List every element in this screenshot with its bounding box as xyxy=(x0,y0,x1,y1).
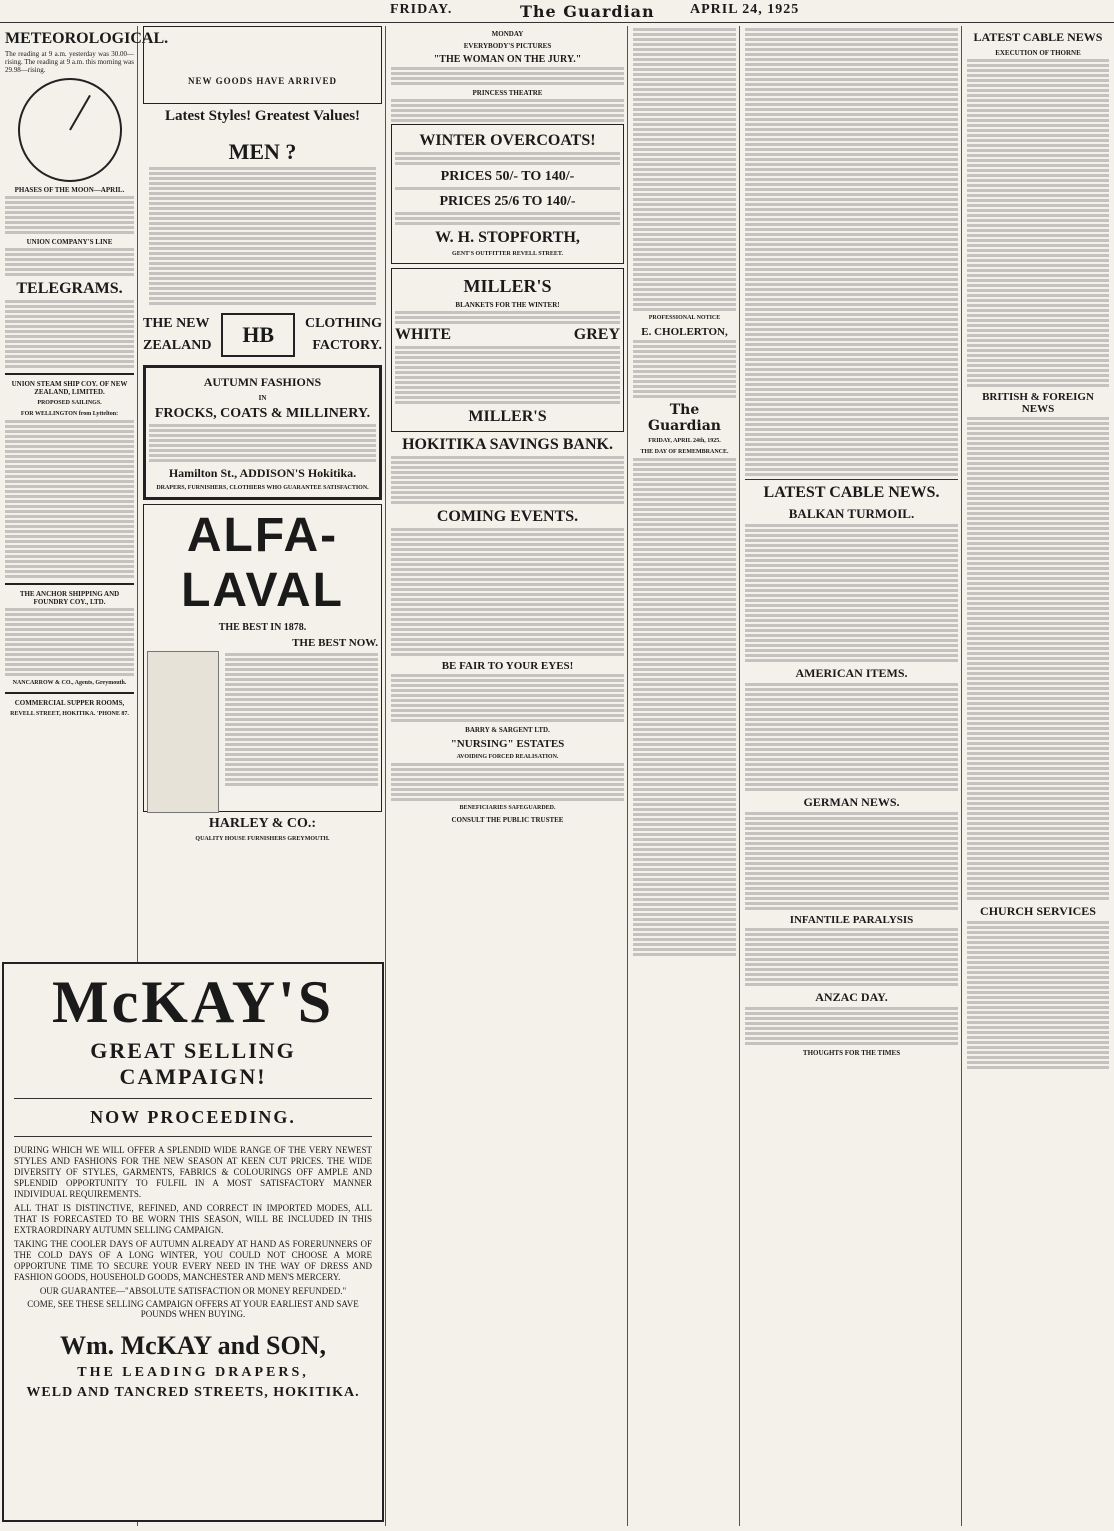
mckay-body-1: DURING WHICH WE WILL OFFER A SPLENDID WIDE RANGE OF THE VERY NEWEST STYLES AND FASHIONS FOR THE NEW SEASON AT KEEN CUT PRICES. THE WIDE DIVERSITY OF STYLES, GARMENTS, FABRICS & COLOURINGS OFF AMPLE AND SPLENDID OPPORTUNITY TO FULFIL IN A MOST SATISFACTORY MANNER INDIVIDUAL REQUIREMENTS. xyxy=(14,1145,372,1199)
hb-clothing-ad xyxy=(143,313,382,357)
stopforth-sub: GENT'S OUTFITTER REVELL STREET. xyxy=(452,251,563,257)
mckay-campaign: GREAT SELLING CAMPAIGN! xyxy=(90,1038,296,1089)
best-now: THE BEST NOW. xyxy=(292,637,378,649)
millers-ad xyxy=(391,268,624,432)
barry-sargent: BARRY & SARGENT LTD. xyxy=(465,726,550,734)
text-block xyxy=(745,812,958,910)
text-block xyxy=(967,417,1109,900)
text-block xyxy=(745,683,958,791)
mckay-drapers: THE LEADING DRAPERS, xyxy=(77,1365,309,1380)
column-3 xyxy=(388,26,628,1526)
text-block xyxy=(633,28,736,311)
anchor-heading: THE ANCHOR SHIPPING AND FOUNDRY COY., LTD. xyxy=(19,590,120,606)
text-block xyxy=(395,311,620,324)
thorne-heading: EXECUTION OF THORNE xyxy=(995,49,1081,57)
moon-phases-heading: PHASES OF THE MOON—APRIL. xyxy=(14,186,125,194)
addison-sub: DRAPERS, FURNISHERS, CLOTHIERS WHO GUARANTEE SATISFACTION. xyxy=(156,485,369,491)
new-goods-banner xyxy=(143,26,382,104)
avoiding-realisation: AVOIDING FORCED REALISATION. xyxy=(456,754,559,760)
wellington-sailings: FOR WELLINGTON from Lyttelton: xyxy=(20,411,119,417)
mckay-come: COME, SEE THESE SELLING CAMPAIGN OFFERS AT YOUR EARLIEST AND SAVE POUNDS WHEN BUYING. xyxy=(27,1299,359,1319)
british-foreign-heading: BRITISH & FOREIGN NEWS xyxy=(982,391,1094,415)
winter-overcoats: WINTER OVERCOATS! xyxy=(419,132,596,149)
text-block xyxy=(225,651,378,813)
millers-title: MILLER'S xyxy=(463,276,552,296)
text-block xyxy=(745,524,958,662)
masthead-date: APRIL 24, 1925 xyxy=(690,2,800,17)
hb-logo: HB xyxy=(221,313,295,357)
masthead xyxy=(0,0,1114,23)
fair-eyes: BE FAIR TO YOUR EYES! xyxy=(441,660,574,672)
new-goods-text: NEW GOODS HAVE ARRIVED xyxy=(188,76,337,86)
autumn-in: IN xyxy=(258,394,267,402)
everybodys-pictures: EVERYBODY'S PICTURES xyxy=(463,42,552,50)
hb-clothing: CLOTHING xyxy=(304,316,382,331)
millers-blankets: BLANKETS FOR THE WINTER! xyxy=(455,301,560,309)
monday-label: MONDAY xyxy=(491,30,524,38)
steamship-heading: UNION STEAM SHIP COY. OF NEW ZEALAND, LIMITED. xyxy=(11,380,128,396)
paralysis-heading: INFANTILE PARALYSIS xyxy=(789,914,914,926)
american-heading: AMERICAN ITEMS. xyxy=(795,666,908,680)
german-heading: GERMAN NEWS. xyxy=(803,795,900,809)
prices-one: PRICES 50/- TO 140/- xyxy=(440,169,575,184)
guardian-date: FRIDAY, APRIL 24th, 1925. xyxy=(648,438,721,444)
cable-news-heading: LATEST CABLE NEWS. xyxy=(763,484,940,501)
text-block xyxy=(745,1007,958,1045)
mckay-advertisement xyxy=(2,962,384,1522)
proposed-sailings: PROPOSED SAILINGS. xyxy=(37,400,102,406)
telegrams-heading: TELEGRAMS. xyxy=(16,280,123,297)
supper-rooms-heading: COMMERCIAL SUPPER ROOMS, xyxy=(14,699,125,707)
separator-illustration xyxy=(147,651,219,813)
mckay-title: McKAY'S xyxy=(51,969,335,1035)
nursing-estates: "NURSING" ESTATES xyxy=(450,738,565,750)
text-block xyxy=(633,340,736,398)
woman-on-jury: "THE WOMAN ON THE JURY." xyxy=(433,54,582,65)
stopforth-name: W. H. STOPFORTH, xyxy=(435,229,580,246)
professional-notice: PROFESSIONAL NOTICE xyxy=(648,315,721,321)
text-block xyxy=(149,424,376,462)
column-5 xyxy=(742,26,962,1526)
meteorological-text: The reading at 9 a.m. yesterday was 30.00—rising. The reading at 9 a.m. this morning was 29.98—rising. xyxy=(5,50,134,74)
mckay-name: Wm. McKAY and SON, xyxy=(59,1331,327,1360)
hb-zealand: ZEALAND xyxy=(143,338,212,353)
text-block xyxy=(5,420,134,578)
millers-bottom: MILLER'S xyxy=(468,408,547,425)
mckay-guarantee: OUR GUARANTEE—"ABSOLUTE SATISFACTION OR MONEY REFUNDED." xyxy=(39,1286,347,1296)
masthead-day: FRIDAY. xyxy=(390,2,453,17)
anzac-heading: ANZAC DAY. xyxy=(815,990,888,1004)
grey-label: GREY xyxy=(573,326,620,343)
cholerton-name: E. CHOLERTON, xyxy=(641,326,728,338)
text-block xyxy=(391,99,624,122)
frocks-heading: FROCKS, COATS & MILLINERY. xyxy=(154,406,371,421)
men-heading: MEN ? xyxy=(228,139,297,164)
text-block xyxy=(5,608,134,676)
text-block xyxy=(5,248,134,276)
thoughts-heading: THOUGHTS FOR THE TIMES xyxy=(802,1049,901,1057)
balkan-heading: BALKAN TURMOIL. xyxy=(788,506,915,521)
mckay-address: WELD AND TANCRED STREETS, HOKITIKA. xyxy=(26,1385,360,1400)
text-block xyxy=(633,458,736,956)
text-block xyxy=(391,456,624,504)
supper-rooms-sub: REVELL STREET, HOKITIKA. 'PHONE 87. xyxy=(10,711,129,717)
princess-theatre: PRINCESS THEATRE xyxy=(472,89,543,97)
text-block xyxy=(395,152,620,165)
text-block xyxy=(391,763,624,801)
cable-news-right: LATEST CABLE NEWS xyxy=(973,30,1103,44)
alfa-laval-title: ALFA-LAVAL xyxy=(181,509,344,617)
prices-two: PRICES 25/6 TO 140/- xyxy=(439,194,576,209)
column-6 xyxy=(964,26,1112,1526)
text-block xyxy=(395,346,620,404)
white-label: WHITE xyxy=(395,326,452,343)
hb-factory: FACTORY. xyxy=(312,338,382,353)
coming-events: COMING EVENTS. xyxy=(436,508,579,525)
text-block xyxy=(395,187,620,190)
best-1878: THE BEST IN 1878. xyxy=(218,622,307,633)
text-block xyxy=(5,300,134,368)
guardian-masthead: The Guardian xyxy=(648,402,721,434)
consult-trustee: CONSULT THE PUBLIC TRUSTEE xyxy=(451,816,564,824)
addison-name: Hamilton St., ADDISON'S Hokitika. xyxy=(168,466,357,480)
text-block xyxy=(391,67,624,85)
barometer-image xyxy=(18,78,122,182)
mckay-proceeding: NOW PROCEEDING. xyxy=(90,1107,296,1127)
beneficiaries: BENEFICIARIES SAFEGUARDED. xyxy=(459,805,556,811)
text-block xyxy=(745,928,958,986)
meteorological-heading: METEOROLOGICAL. xyxy=(5,30,169,47)
church-services-heading: CHURCH SERVICES xyxy=(980,904,1096,918)
addison-ad xyxy=(143,365,382,500)
text-block xyxy=(967,921,1109,1069)
text-block xyxy=(745,28,958,476)
text-block xyxy=(143,167,382,305)
text-block xyxy=(391,528,624,656)
harley-name: HARLEY & CO.: xyxy=(208,816,317,831)
latest-styles: Latest Styles! Greatest Values! xyxy=(164,108,361,124)
alfa-laval-ad xyxy=(143,504,382,812)
masthead-title: The Guardian xyxy=(520,2,655,21)
autumn-fashions: AUTUMN FASHIONS xyxy=(203,375,322,389)
union-heading: UNION COMPANY'S LINE xyxy=(26,238,113,246)
anchor-agents: NANCARROW & CO., Agents, Greymouth. xyxy=(12,680,127,686)
harley-sub: QUALITY HOUSE FURNISHERS GREYMOUTH. xyxy=(195,836,330,842)
remembrance-heading: THE DAY OF REMEMBRANCE. xyxy=(640,449,729,455)
text-block xyxy=(5,196,134,234)
text-block xyxy=(395,212,620,225)
stopforth-ad xyxy=(391,124,624,264)
hb-the-new: THE NEW xyxy=(143,316,210,331)
savings-bank: HOKITIKA SAVINGS BANK. xyxy=(402,436,613,453)
mckay-body-3: TAKING THE COOLER DAYS OF AUTUMN ALREADY AT HAND AS FORERUNNERS OF THE COLD DAYS OF A LONG WINTER, YOU COULD NOT CHOOSE A MORE OPPORTUNE TIME TO SECURE YOUR EVERY NEED IN THE WAY OF DRESS AND FASHION GOODS, HOUSEHOLD GOODS, MANCHESTER AND MEN'S MERCERY. xyxy=(14,1239,372,1282)
text-block xyxy=(391,674,624,722)
mckay-body-2: ALL THAT IS DISTINCTIVE, REFINED, AND CORRECT IN IMPORTED MODES, ALL THAT IS FORECASTED TO BE WORN THIS SEASON, WILL BE INCLUDED IN THIS EXTRAORDINARY AUTUMN SELLING CAMPAIGN. xyxy=(14,1203,372,1235)
column-4 xyxy=(630,26,740,1526)
text-block xyxy=(967,59,1109,387)
